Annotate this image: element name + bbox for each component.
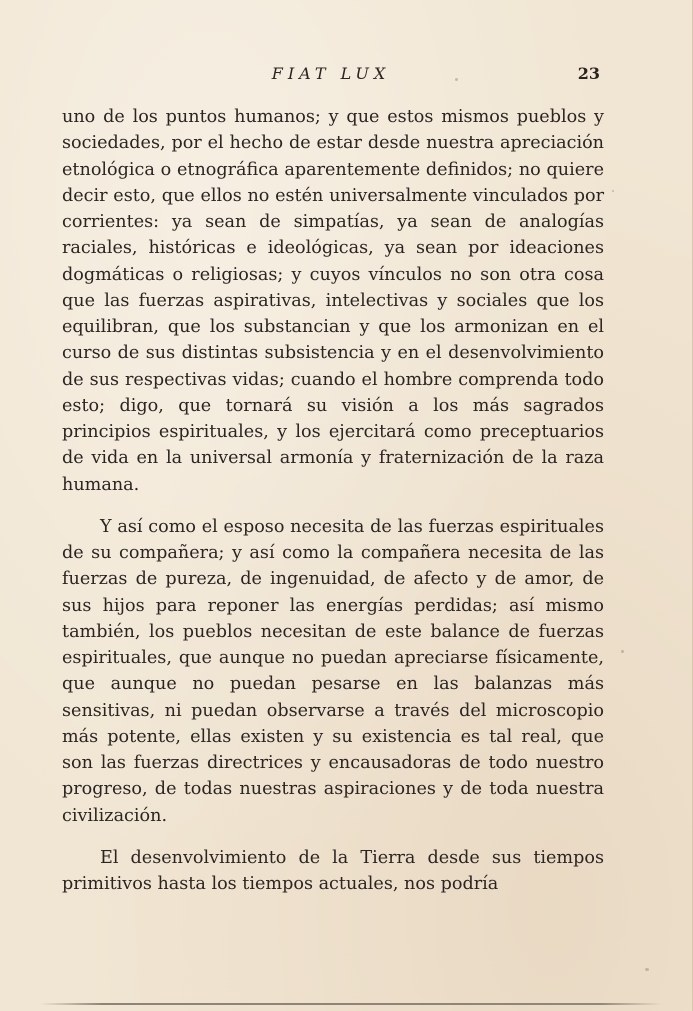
paper-speck	[612, 190, 614, 192]
paper-speck	[621, 650, 624, 653]
page-header	[62, 64, 600, 88]
running-title: FIAT LUX	[271, 64, 391, 83]
page-bottom-edge	[40, 1003, 662, 1005]
paragraph-2: Y así como el esposo necesita de las fuerzas espirituales de su compañera; y así como la compañera necesita de las fuerzas de pureza, de ingenuidad, de afecto y de amor, de sus hijos para reponer las energías perdidas; así mismo también, los pueblos necesitan de este balance de fuerzas espirituales, que aunque no puedan apreciarse físicamente, que aunque no puedan pesarse en las balanzas más sensitivas, ni puedan observarse a través del microscopio más potente, ellas existen y su existencia es tal real, que son las fuerzas directrices y encausadoras de todo nuestro progreso, de todas nuestras aspiraciones y de toda nuestra civilización.	[62, 516, 604, 826]
body-text	[62, 104, 604, 897]
paper-speck	[645, 968, 649, 971]
page-number: 23	[577, 64, 600, 83]
paragraph-3: El desenvolvimiento de la Tierra desde sus tiempos primitivos hasta los tiempos actuales, nos podría	[62, 847, 604, 894]
paper-speck	[455, 78, 458, 81]
paragraph-1: uno de los puntos humanos; y que estos mismos pueblos y sociedades, por el hecho de estar desde nuestra apreciación etnológica o etnográfica aparentemente definidos; no quiere decir esto, que ellos no estén universalmente vinculados por corrientes: ya sean de simpatías, ya sean de analogías raciales, históricas e ideológicas, ya sean por ideaciones dogmáticas o religiosas; y cuyos vínculos no son otra cosa que las fuerzas aspirativas, intelectivas y sociales que los equilibran, que los substancian y que los armonizan en el curso de sus distintas subsistencia y en el desenvolvimiento de sus respectivas vidas; cuando el hombre comprenda todo esto; digo, que tornará su visión a los más sagrados principios espirituales, y los ejercitará como preceptuarios de vida en la universal armonía y fraternización de la raza humana.	[62, 107, 604, 495]
